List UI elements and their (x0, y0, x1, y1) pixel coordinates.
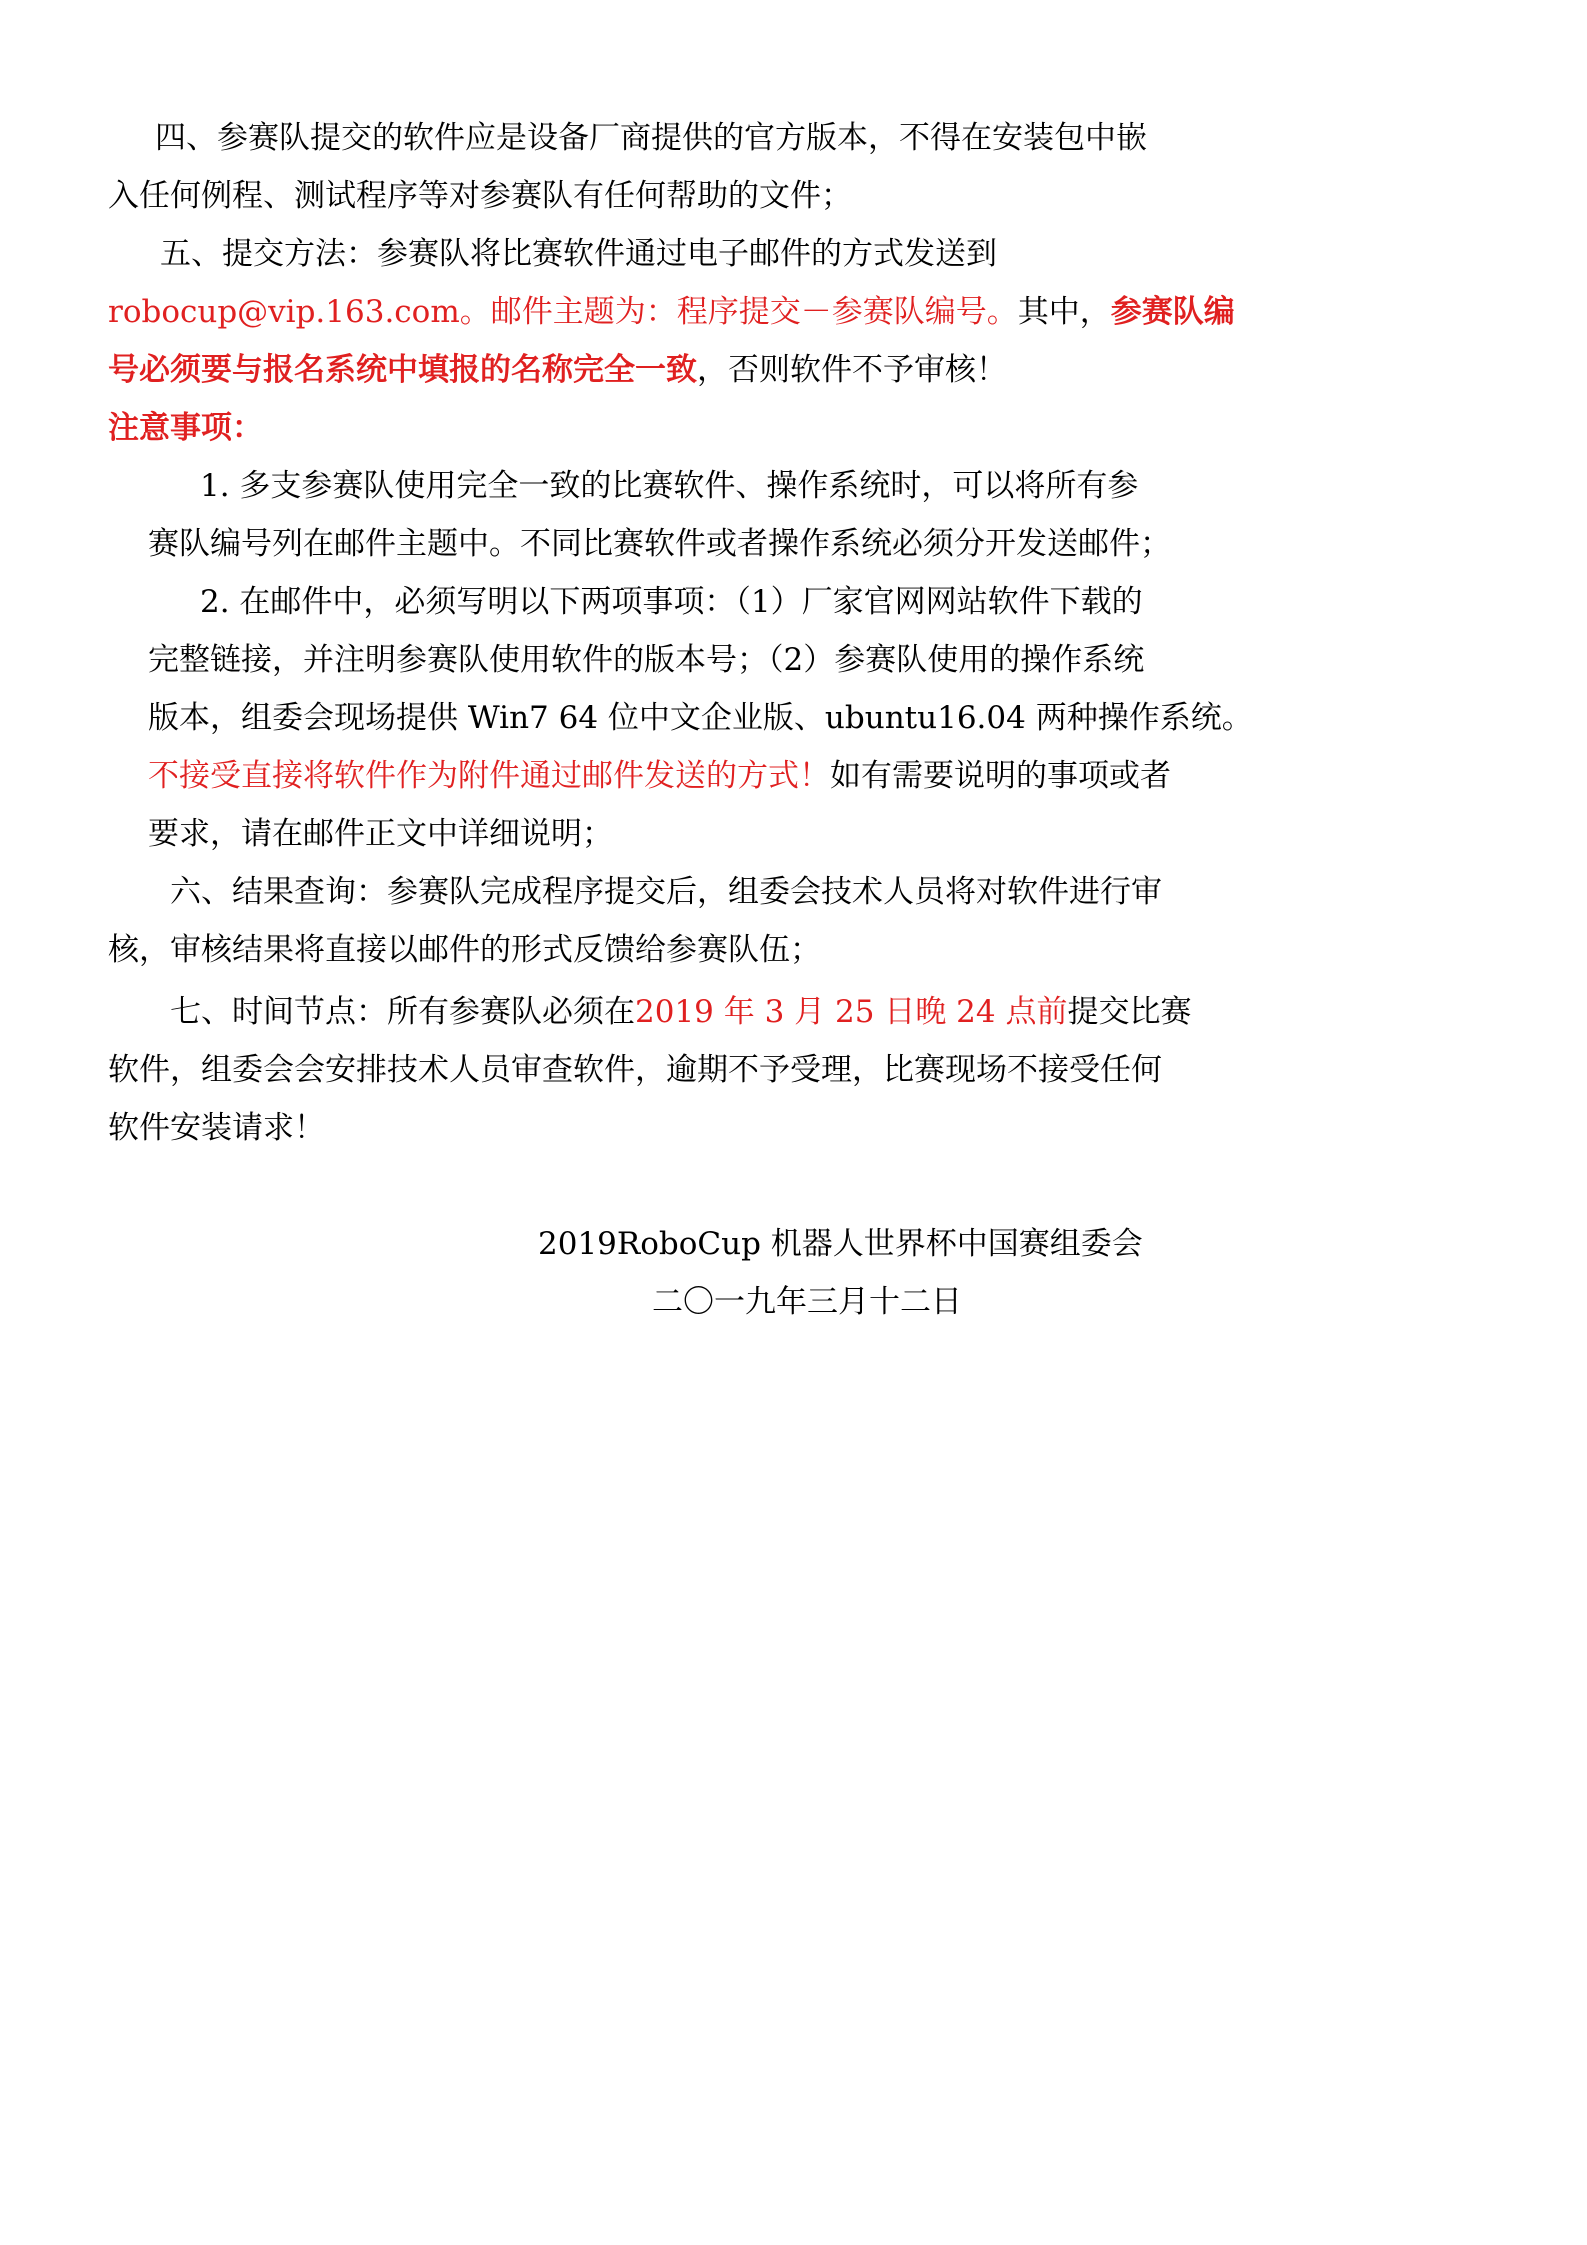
signature-organizer: 2019RoboCup 机器人世界杯中国赛组委会 (538, 1226, 1143, 1262)
email-subject-rule: 。邮件主题为：程序提交－参赛队编号。 (459, 294, 1018, 330)
section-five-line-1: 五、提交方法：参赛队将比赛软件通过电子邮件的方式发送到 (160, 236, 997, 272)
note-2-line-3: 版本，组委会现场提供 Win7 64 位中文企业版、ubuntu16.04 两种操作系统。 (148, 700, 1253, 736)
note-2-line-1: 2. 在邮件中，必须写明以下两项事项：（1）厂家官网网站软件下载的 (200, 584, 1143, 620)
section-seven-line-2: 软件，组委会会安排技术人员审查软件，逾期不予受理，比赛现场不接受任何 (108, 1052, 1162, 1088)
note-2-line-5: 要求，请在邮件正文中详细说明； (148, 816, 613, 852)
section-six-line-1: 六、结果查询：参赛队完成程序提交后，组委会技术人员将对软件进行审 (170, 874, 1162, 910)
signature-date: 二〇一九年三月十二日 (652, 1284, 962, 1320)
note-2-line-4 (148, 756, 1171, 796)
section-four-line-2: 入任何例程、测试程序等对参赛队有任何帮助的文件； (108, 178, 852, 214)
section-seven-line-1 (170, 992, 1192, 1032)
note-1-line-2: 赛队编号列在邮件主题中。不同比赛软件或者操作系统必须分开发送邮件； (148, 526, 1171, 562)
section-four-line-1: 四、参赛队提交的软件应是设备厂商提供的官方版本，不得在安装包中嵌 (155, 120, 1147, 156)
section-five-line-2 (108, 292, 1235, 332)
notes-heading: 注意事项： (108, 410, 263, 446)
section-seven-line-3: 软件安装请求！ (108, 1110, 325, 1146)
note-2-line-4-tail: 如有需要说明的事项或者 (830, 758, 1171, 794)
note-1-line-1: 1. 多支参赛队使用完全一致的比赛软件、操作系统时，可以将所有参 (200, 468, 1139, 504)
note-2-line-2: 完整链接，并注明参赛队使用软件的版本号；（2）参赛队使用的操作系统 (148, 642, 1145, 678)
submission-email-link[interactable]: robocup@vip.163.com (108, 294, 460, 330)
deadline-text: 2019 年 3 月 25 日晚 24 点前 (635, 994, 1068, 1030)
section-six-line-2: 核，审核结果将直接以邮件的形式反馈给参赛队伍； (108, 932, 821, 968)
section-seven-line-1-tail: 提交比赛 (1067, 994, 1192, 1030)
team-number-rule-part-1: 参赛队编 (1110, 294, 1235, 330)
attachment-warning: 不接受直接将软件作为附件通过邮件发送的方式！ (148, 758, 830, 794)
team-number-rule-part-2: 号必须要与报名系统中填报的名称完全一致 (108, 352, 697, 388)
section-five-line-3 (108, 350, 1007, 390)
section-five-tail-text: ，否则软件不予审核！ (697, 352, 1007, 388)
section-seven-line-1-head: 七、时间节点：所有参赛队必须在 (170, 994, 635, 1030)
section-five-mid-text: 其中， (1017, 294, 1111, 330)
